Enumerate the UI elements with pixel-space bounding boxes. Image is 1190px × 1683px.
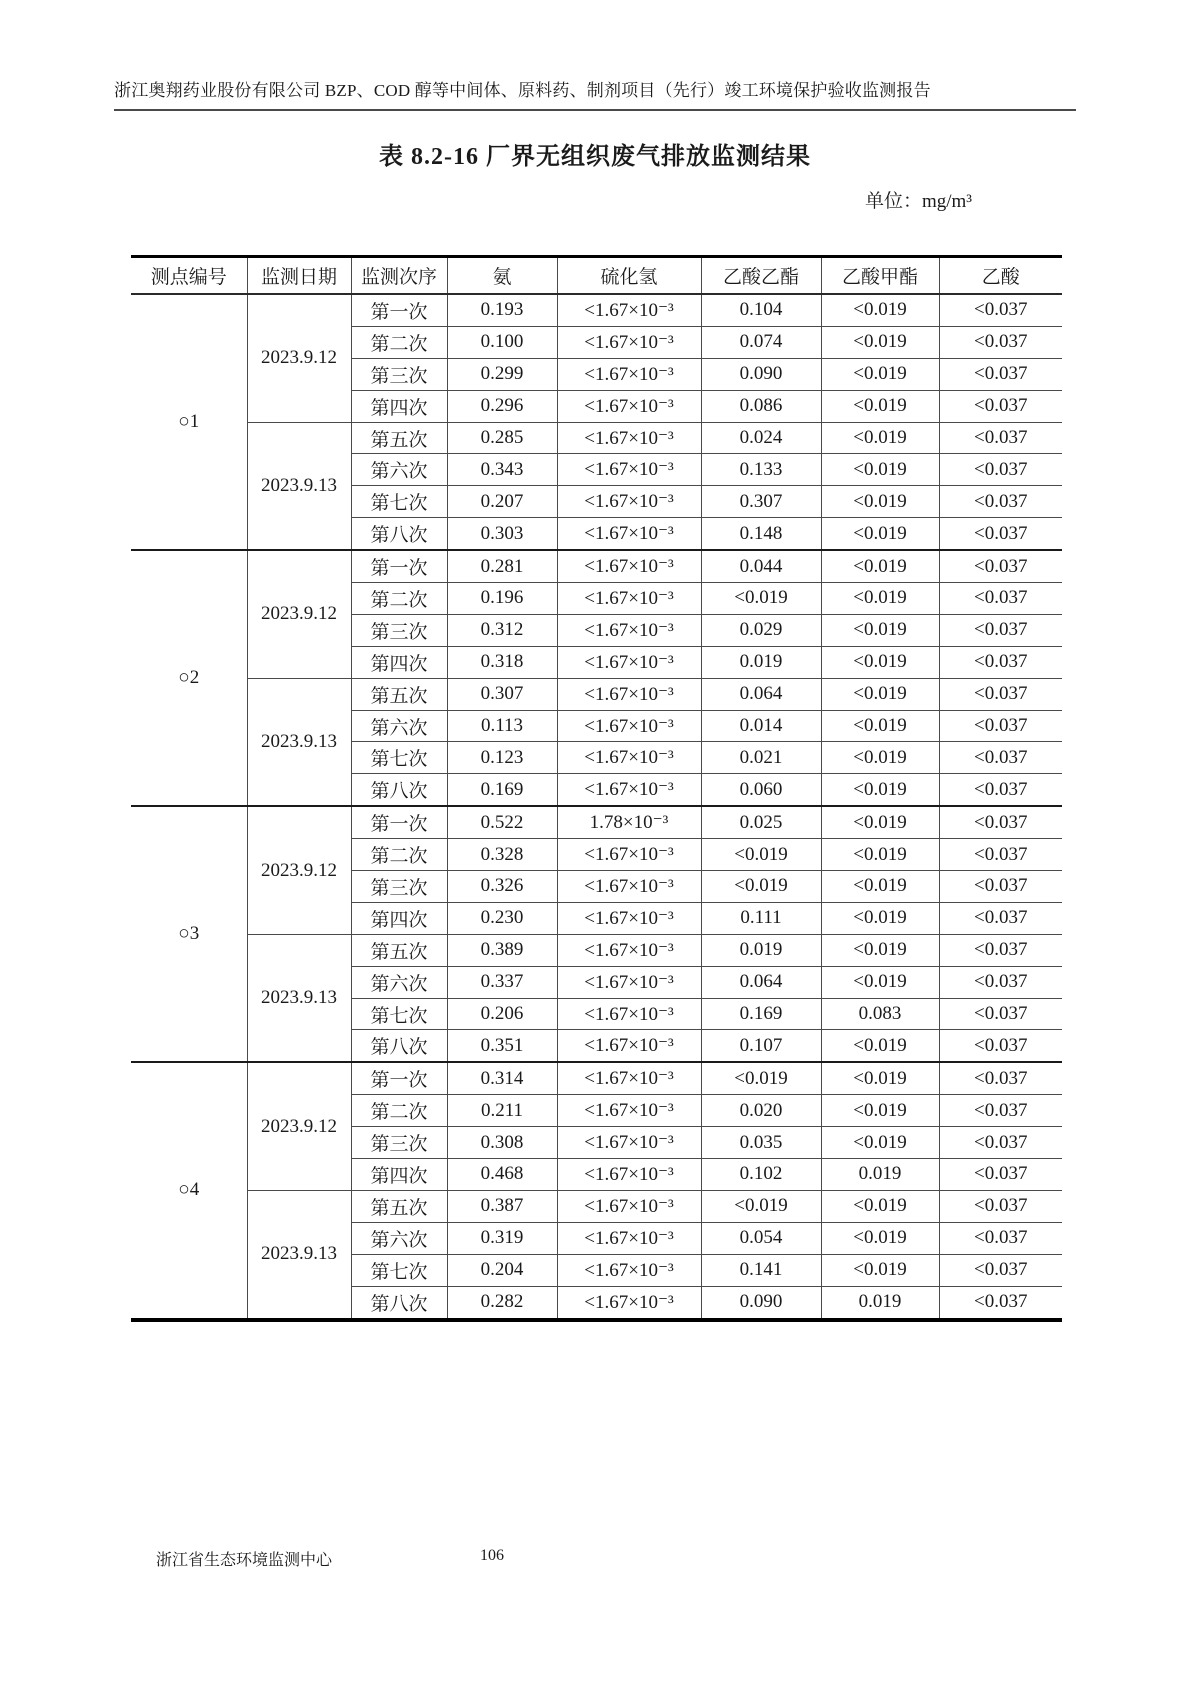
table-row (131, 806, 1062, 838)
value-cell: <0.037 (939, 710, 1062, 742)
value-cell: 0.020 (701, 1095, 821, 1127)
value-cell: <0.037 (939, 646, 1062, 678)
value-cell: 0.204 (447, 1254, 557, 1286)
value-cell: <0.019 (821, 518, 939, 550)
value-cell: 0.086 (701, 390, 821, 422)
value-cell: 0.107 (701, 1030, 821, 1062)
value-cell: 0.014 (701, 710, 821, 742)
value-cell: 0.296 (447, 390, 557, 422)
value-cell: <0.037 (939, 358, 1062, 390)
value-cell: 0.090 (701, 1286, 821, 1319)
date-cell: 2023.9.13 (247, 678, 351, 806)
value-cell: 0.318 (447, 646, 557, 678)
value-cell: <0.037 (939, 486, 1062, 518)
value-cell: 0.133 (701, 454, 821, 486)
value-cell: 0.064 (701, 966, 821, 998)
value-cell: <0.019 (821, 390, 939, 422)
value-cell: <1.67×10⁻³ (557, 1190, 701, 1222)
value-cell: <0.019 (821, 839, 939, 871)
value-cell: <0.019 (821, 583, 939, 615)
sequence-cell: 第一次 (351, 1062, 447, 1094)
value-cell: 0.021 (701, 742, 821, 774)
column-header: 监测日期 (247, 257, 351, 295)
value-cell: <0.037 (939, 1254, 1062, 1286)
sequence-cell: 第二次 (351, 583, 447, 615)
value-cell: 0.102 (701, 1159, 821, 1191)
value-cell: <1.67×10⁻³ (557, 1254, 701, 1286)
value-cell: <0.019 (821, 774, 939, 806)
value-cell: <1.67×10⁻³ (557, 871, 701, 903)
value-cell: <0.037 (939, 422, 1062, 454)
value-cell: <0.037 (939, 678, 1062, 710)
value-cell: <0.019 (701, 1190, 821, 1222)
value-cell: <0.037 (939, 966, 1062, 998)
value-cell: 0.044 (701, 550, 821, 582)
value-cell: 0.064 (701, 678, 821, 710)
table-row (131, 1190, 1062, 1222)
point-id-cell: ○4 (131, 1062, 247, 1319)
value-cell: 0.035 (701, 1127, 821, 1159)
value-cell: <0.037 (939, 934, 1062, 966)
value-cell: <0.037 (939, 1286, 1062, 1319)
value-cell: 0.285 (447, 422, 557, 454)
value-cell: 0.024 (701, 422, 821, 454)
value-cell: <1.67×10⁻³ (557, 646, 701, 678)
value-cell: <0.037 (939, 1222, 1062, 1254)
sequence-cell: 第八次 (351, 774, 447, 806)
value-cell: 0.282 (447, 1286, 557, 1319)
value-cell: <1.67×10⁻³ (557, 550, 701, 582)
column-header: 氨 (447, 257, 557, 295)
value-cell: 0.054 (701, 1222, 821, 1254)
value-cell: 0.230 (447, 902, 557, 934)
value-cell: 0.337 (447, 966, 557, 998)
value-cell: 0.307 (447, 678, 557, 710)
value-cell: <1.67×10⁻³ (557, 358, 701, 390)
point-id-cell: ○3 (131, 806, 247, 1062)
value-cell: <0.037 (939, 1127, 1062, 1159)
date-cell: 2023.9.12 (247, 1062, 351, 1190)
sequence-cell: 第八次 (351, 1030, 447, 1062)
value-cell: <0.019 (821, 742, 939, 774)
point-id-cell: ○2 (131, 550, 247, 806)
value-cell: <0.037 (939, 326, 1062, 358)
value-cell: 0.351 (447, 1030, 557, 1062)
value-cell: <0.019 (821, 550, 939, 582)
value-cell: 0.308 (447, 1127, 557, 1159)
value-cell: <0.019 (821, 710, 939, 742)
sequence-cell: 第五次 (351, 934, 447, 966)
value-cell: 0.303 (447, 518, 557, 550)
column-header: 测点编号 (131, 257, 247, 295)
date-cell: 2023.9.13 (247, 422, 351, 550)
value-cell: <0.019 (701, 1062, 821, 1094)
value-cell: <0.019 (821, 454, 939, 486)
table-row (131, 1062, 1062, 1094)
value-cell: <0.037 (939, 871, 1062, 903)
sequence-cell: 第三次 (351, 1127, 447, 1159)
value-cell: <0.037 (939, 839, 1062, 871)
value-cell: <0.019 (821, 806, 939, 838)
table-header (131, 257, 1062, 295)
value-cell: 0.206 (447, 998, 557, 1030)
value-cell: <0.019 (821, 1254, 939, 1286)
date-cell: 2023.9.13 (247, 934, 351, 1062)
value-cell: <0.019 (821, 614, 939, 646)
value-cell: <1.67×10⁻³ (557, 294, 701, 326)
point-id-cell: ○1 (131, 294, 247, 550)
column-header: 乙酸甲酯 (821, 257, 939, 295)
value-cell: 0.312 (447, 614, 557, 646)
value-cell: 0.029 (701, 614, 821, 646)
value-cell: <0.019 (821, 1030, 939, 1062)
value-cell: <0.037 (939, 454, 1062, 486)
value-cell: <1.67×10⁻³ (557, 614, 701, 646)
value-cell: <1.67×10⁻³ (557, 422, 701, 454)
value-cell: <1.67×10⁻³ (557, 1062, 701, 1094)
value-cell: <0.037 (939, 998, 1062, 1030)
document-header (114, 76, 1076, 111)
value-cell: <0.019 (701, 839, 821, 871)
value-cell: 0.196 (447, 583, 557, 615)
value-cell: <1.67×10⁻³ (557, 518, 701, 550)
value-cell: 0.060 (701, 774, 821, 806)
table-row (131, 294, 1062, 326)
value-cell: 0.100 (447, 326, 557, 358)
sequence-cell: 第四次 (351, 1159, 447, 1191)
sequence-cell: 第三次 (351, 871, 447, 903)
value-cell: <0.019 (821, 902, 939, 934)
table-row (131, 678, 1062, 710)
value-cell: <1.67×10⁻³ (557, 1127, 701, 1159)
value-cell: 0.019 (821, 1159, 939, 1191)
value-cell: <1.67×10⁻³ (557, 486, 701, 518)
value-cell: <0.037 (939, 550, 1062, 582)
sequence-cell: 第四次 (351, 390, 447, 422)
value-cell: <0.037 (939, 1190, 1062, 1222)
value-cell: <0.019 (821, 1190, 939, 1222)
value-cell: 1.78×10⁻³ (557, 806, 701, 838)
value-cell: 0.211 (447, 1095, 557, 1127)
value-cell: <0.037 (939, 742, 1062, 774)
value-cell: <0.019 (821, 871, 939, 903)
date-cell: 2023.9.13 (247, 1190, 351, 1319)
value-cell: <0.037 (939, 1159, 1062, 1191)
table-header-row (131, 257, 1062, 295)
header-text: 浙江奥翔药业股份有限公司 BZP、COD 醇等中间体、原料药、制剂项目（先行）竣工环境保护验收监测报告 (114, 81, 931, 100)
sequence-cell: 第二次 (351, 839, 447, 871)
value-cell: 0.169 (447, 774, 557, 806)
sequence-cell: 第八次 (351, 518, 447, 550)
value-cell: 0.141 (701, 1254, 821, 1286)
sequence-cell: 第三次 (351, 614, 447, 646)
value-cell: 0.319 (447, 1222, 557, 1254)
value-cell: <1.67×10⁻³ (557, 742, 701, 774)
value-cell: 0.343 (447, 454, 557, 486)
value-cell: 0.328 (447, 839, 557, 871)
sequence-cell: 第六次 (351, 1222, 447, 1254)
value-cell: <0.037 (939, 1030, 1062, 1062)
value-cell: <0.037 (939, 902, 1062, 934)
value-cell: 0.307 (701, 486, 821, 518)
table-body (131, 294, 1062, 1320)
value-cell: <1.67×10⁻³ (557, 774, 701, 806)
value-cell: <0.037 (939, 583, 1062, 615)
sequence-cell: 第五次 (351, 422, 447, 454)
value-cell: <0.019 (821, 422, 939, 454)
value-cell: 0.104 (701, 294, 821, 326)
date-cell: 2023.9.12 (247, 806, 351, 934)
value-cell: 0.169 (701, 998, 821, 1030)
value-cell: <0.019 (821, 934, 939, 966)
column-header: 乙酸乙酯 (701, 257, 821, 295)
value-cell: <1.67×10⁻³ (557, 1095, 701, 1127)
value-cell: <0.037 (939, 294, 1062, 326)
value-cell: <0.037 (939, 390, 1062, 422)
value-cell: <1.67×10⁻³ (557, 998, 701, 1030)
value-cell: 0.090 (701, 358, 821, 390)
date-cell: 2023.9.12 (247, 550, 351, 678)
value-cell: 0.123 (447, 742, 557, 774)
value-cell: <0.037 (939, 1095, 1062, 1127)
value-cell: <0.037 (939, 614, 1062, 646)
value-cell: <0.019 (821, 1095, 939, 1127)
footer-organization: 浙江省生态环境监测中心 (156, 1552, 333, 1569)
sequence-cell: 第三次 (351, 358, 447, 390)
value-cell: 0.387 (447, 1190, 557, 1222)
table-row (131, 550, 1062, 582)
value-cell: <1.67×10⁻³ (557, 583, 701, 615)
value-cell: <1.67×10⁻³ (557, 839, 701, 871)
value-cell: 0.111 (701, 902, 821, 934)
value-cell: <0.019 (821, 358, 939, 390)
date-cell: 2023.9.12 (247, 294, 351, 422)
value-cell: 0.019 (701, 934, 821, 966)
sequence-cell: 第八次 (351, 1286, 447, 1319)
value-cell: <1.67×10⁻³ (557, 1286, 701, 1319)
sequence-cell: 第七次 (351, 486, 447, 518)
value-cell: <1.67×10⁻³ (557, 1222, 701, 1254)
value-cell: 0.326 (447, 871, 557, 903)
value-cell: 0.193 (447, 294, 557, 326)
value-cell: <0.019 (821, 1222, 939, 1254)
value-cell: 0.207 (447, 486, 557, 518)
value-cell: 0.468 (447, 1159, 557, 1191)
sequence-cell: 第七次 (351, 742, 447, 774)
value-cell: <0.019 (821, 1127, 939, 1159)
value-cell: <0.037 (939, 774, 1062, 806)
sequence-cell: 第六次 (351, 454, 447, 486)
unit-label: 单位：mg/m³ (864, 191, 972, 212)
sequence-cell: 第六次 (351, 710, 447, 742)
value-cell: 0.314 (447, 1062, 557, 1094)
value-cell: <0.019 (821, 1062, 939, 1094)
sequence-cell: 第五次 (351, 678, 447, 710)
value-cell: <1.67×10⁻³ (557, 678, 701, 710)
value-cell: <1.67×10⁻³ (557, 326, 701, 358)
value-cell: <0.037 (939, 1062, 1062, 1094)
value-cell: 0.074 (701, 326, 821, 358)
page-number: 106 (480, 1547, 504, 1564)
value-cell: <0.019 (821, 294, 939, 326)
value-cell: 0.019 (701, 646, 821, 678)
value-cell: <1.67×10⁻³ (557, 934, 701, 966)
value-cell: <0.019 (701, 583, 821, 615)
sequence-cell: 第四次 (351, 646, 447, 678)
value-cell: <0.019 (821, 326, 939, 358)
value-cell: 0.019 (821, 1286, 939, 1319)
sequence-cell: 第一次 (351, 550, 447, 582)
sequence-cell: 第七次 (351, 998, 447, 1030)
value-cell: <0.019 (821, 678, 939, 710)
value-cell: 0.083 (821, 998, 939, 1030)
value-cell: 0.299 (447, 358, 557, 390)
value-cell: <0.019 (821, 486, 939, 518)
sequence-cell: 第二次 (351, 326, 447, 358)
sequence-cell: 第六次 (351, 966, 447, 998)
sequence-cell: 第二次 (351, 1095, 447, 1127)
page-title: 表 8.2-16 厂界无组织废气排放监测结果 (379, 144, 811, 170)
value-cell: <0.019 (821, 966, 939, 998)
sequence-cell: 第四次 (351, 902, 447, 934)
sequence-cell: 第一次 (351, 294, 447, 326)
value-cell: <0.019 (701, 871, 821, 903)
monitoring-results-table (131, 255, 1062, 1322)
value-cell: <1.67×10⁻³ (557, 454, 701, 486)
value-cell: <1.67×10⁻³ (557, 902, 701, 934)
value-cell: 0.389 (447, 934, 557, 966)
table-row (131, 422, 1062, 454)
value-cell: <1.67×10⁻³ (557, 710, 701, 742)
column-header: 乙酸 (939, 257, 1062, 295)
value-cell: 0.281 (447, 550, 557, 582)
value-cell: <0.037 (939, 518, 1062, 550)
value-cell: <0.037 (939, 806, 1062, 838)
value-cell: <1.67×10⁻³ (557, 1030, 701, 1062)
value-cell: 0.025 (701, 806, 821, 838)
value-cell: <1.67×10⁻³ (557, 390, 701, 422)
sequence-cell: 第一次 (351, 806, 447, 838)
sequence-cell: 第七次 (351, 1254, 447, 1286)
sequence-cell: 第五次 (351, 1190, 447, 1222)
column-header: 硫化氢 (557, 257, 701, 295)
column-header: 监测次序 (351, 257, 447, 295)
value-cell: 0.113 (447, 710, 557, 742)
value-cell: <1.67×10⁻³ (557, 1159, 701, 1191)
value-cell: <0.019 (821, 646, 939, 678)
table-row (131, 934, 1062, 966)
value-cell: 0.522 (447, 806, 557, 838)
value-cell: <1.67×10⁻³ (557, 966, 701, 998)
value-cell: 0.148 (701, 518, 821, 550)
